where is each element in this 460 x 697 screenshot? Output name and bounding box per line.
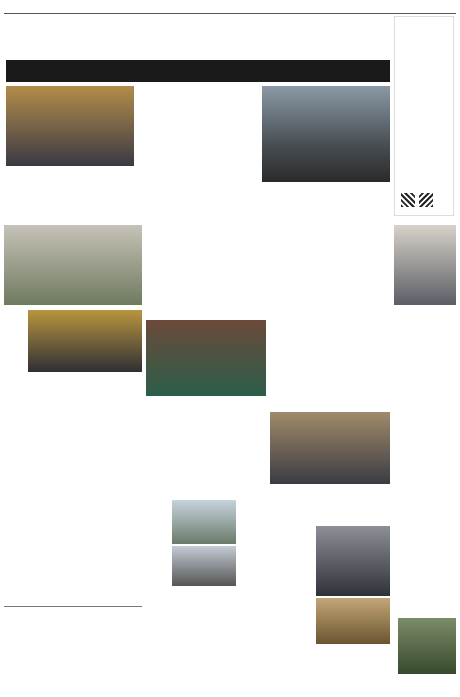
taxi-photo xyxy=(262,86,390,182)
second-body-col-1 xyxy=(270,312,390,408)
bridge-photo xyxy=(172,500,236,544)
border-vertical-headline xyxy=(146,500,170,690)
meeting-photo xyxy=(146,320,266,396)
suspects-photo xyxy=(394,225,456,305)
crime-body-col-1 xyxy=(240,500,310,540)
masthead xyxy=(394,16,454,216)
left-body-col-2 xyxy=(28,456,142,566)
crime-body-col-3 xyxy=(240,594,310,690)
cemetery-photo xyxy=(4,225,142,305)
evidence-photo xyxy=(398,618,456,674)
crime-body-col-2 xyxy=(240,556,310,580)
masthead-info-block xyxy=(399,129,449,179)
right-sidebar xyxy=(426,330,456,600)
lead-body-col-1 xyxy=(6,168,134,230)
bottom-left-body xyxy=(4,618,142,690)
lead-body-col-4 xyxy=(262,184,390,230)
qr-code-icon xyxy=(401,193,415,207)
arrest-photo xyxy=(316,526,390,596)
header-rule xyxy=(4,13,456,14)
left-body-col-1 xyxy=(28,376,142,438)
left-vertical-headline xyxy=(4,310,28,480)
right-vertical-headline xyxy=(398,310,422,600)
border-body xyxy=(172,590,236,690)
left-body-col-3 xyxy=(6,576,142,604)
right-body-1 xyxy=(426,340,456,400)
right-body-2 xyxy=(426,502,456,600)
crime-body-col-4 xyxy=(316,648,390,690)
lead-story xyxy=(4,16,392,232)
speakers-photo xyxy=(270,412,390,484)
cash-seized-photo xyxy=(316,598,390,644)
press-conference-photo xyxy=(6,86,134,166)
officials-photo xyxy=(28,310,142,372)
lead-body-col-3 xyxy=(138,152,258,230)
second-kicker xyxy=(146,232,390,244)
road-photo xyxy=(172,546,236,586)
lead-subheadline xyxy=(6,60,390,82)
lead-body-col-2 xyxy=(138,88,258,142)
qr-code-icon xyxy=(419,193,433,207)
bottom-left-rule xyxy=(4,606,142,607)
second-body-col-2 xyxy=(146,400,266,494)
